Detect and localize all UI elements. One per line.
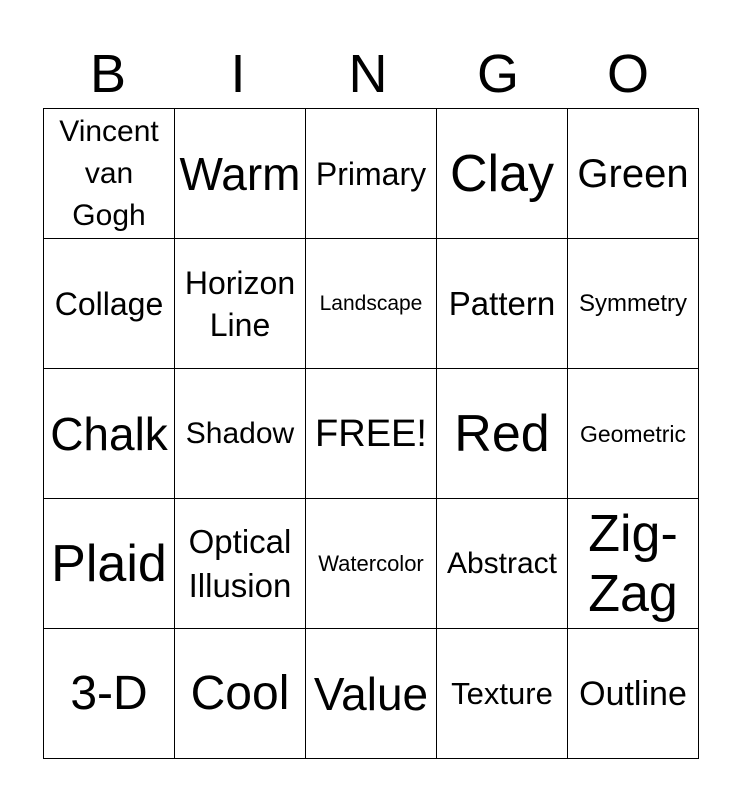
bingo-cell[interactable]	[437, 109, 568, 239]
bingo-cell-label: FREE!	[315, 412, 427, 455]
bingo-cell[interactable]	[175, 629, 306, 759]
bingo-cell[interactable]	[437, 629, 568, 759]
bingo-row	[44, 629, 699, 759]
bingo-cell-label: Plaid	[51, 534, 167, 593]
bingo-cell-label: 3-D	[70, 666, 148, 720]
bingo-row	[44, 109, 699, 239]
bingo-cell[interactable]	[175, 369, 306, 499]
bingo-cell-label: Zig- Zag	[588, 504, 678, 623]
bingo-cell[interactable]	[568, 239, 699, 369]
header-letter-n: N	[348, 44, 388, 104]
bingo-cell-label: Collage	[54, 285, 164, 322]
bingo-cell-label: Horizon Line	[184, 264, 296, 343]
bingo-cell[interactable]	[44, 109, 175, 239]
bingo-row	[44, 369, 699, 499]
bingo-cell[interactable]	[44, 629, 175, 759]
bingo-cell[interactable]	[568, 499, 699, 629]
bingo-cell[interactable]	[306, 629, 437, 759]
bingo-cell[interactable]	[306, 109, 437, 239]
bingo-cell-label: Optical Illusion	[188, 522, 292, 604]
bingo-cell-label: Texture	[451, 675, 553, 711]
bingo-cell-label: Vincent van Gogh	[59, 114, 159, 232]
bingo-cell[interactable]	[437, 369, 568, 499]
bingo-cell[interactable]	[306, 499, 437, 629]
header-letter-g: G	[476, 44, 519, 104]
bingo-cell[interactable]	[44, 499, 175, 629]
bingo-cell[interactable]	[44, 369, 175, 499]
bingo-row	[44, 239, 699, 369]
bingo-cell-label: Red	[454, 404, 550, 463]
bingo-cell[interactable]	[175, 239, 306, 369]
header-letter-i: I	[230, 44, 246, 104]
bingo-cell[interactable]	[175, 499, 306, 629]
bingo-cell[interactable]	[437, 499, 568, 629]
bingo-cell-label: Green	[577, 151, 689, 196]
bingo-cell-label: Chalk	[50, 407, 168, 460]
bingo-cell[interactable]	[306, 239, 437, 369]
bingo-cell[interactable]	[568, 109, 699, 239]
bingo-cell[interactable]	[568, 369, 699, 499]
bingo-cell-label: Geometric	[579, 420, 687, 447]
bingo-cell-label: Outline	[579, 674, 687, 713]
header-letter-o: O	[606, 44, 649, 104]
free-space-cell[interactable]	[306, 369, 437, 499]
bingo-cell-label: Value	[313, 667, 429, 720]
bingo-cell-label: Abstract	[446, 546, 558, 580]
bingo-board	[43, 108, 699, 759]
bingo-header	[43, 40, 693, 108]
header-letter-b: B	[89, 44, 127, 104]
bingo-cell-label: Landscape	[319, 291, 423, 315]
bingo-cell-label: Primary	[315, 155, 427, 192]
bingo-cell[interactable]	[437, 239, 568, 369]
bingo-cell[interactable]	[175, 109, 306, 239]
bingo-cell-label: Symmetry	[579, 289, 687, 317]
bingo-cell[interactable]	[44, 239, 175, 369]
bingo-cell-label: Watercolor	[318, 550, 424, 576]
bingo-cell[interactable]	[568, 629, 699, 759]
bingo-cell-label: Clay	[449, 144, 555, 203]
bingo-row	[44, 499, 699, 629]
bingo-cell-label: Shadow	[185, 416, 295, 450]
bingo-cell-label: Cool	[190, 666, 290, 720]
bingo-cell-label: Warm	[179, 147, 301, 200]
bingo-cell-label: Pattern	[448, 284, 556, 322]
